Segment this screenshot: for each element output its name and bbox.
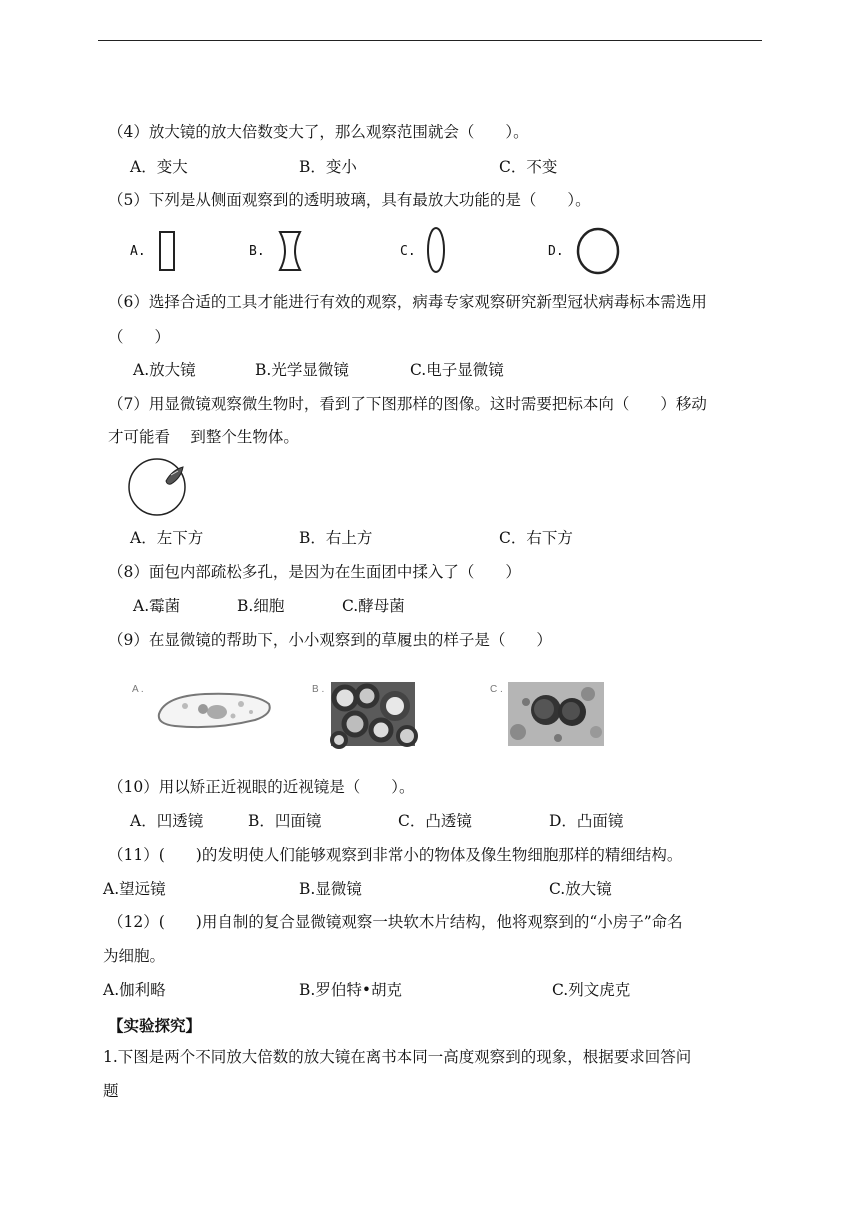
microscope-field-icon — [128, 458, 190, 520]
question-4-stem: （4）放大镜的放大倍数变大了，那么观察范围就会（ ）。 — [108, 123, 529, 141]
convex-lens-icon — [424, 226, 450, 276]
question-12-option-a[interactable]: A.伽利略 — [103, 981, 166, 999]
question-9-stem: （9）在显微镜的帮助下，小小观察到的草履虫的样子是（ ） — [108, 631, 552, 649]
question-5-option-b[interactable]: B. — [249, 244, 265, 259]
question-4-option-c[interactable]: C．不变 — [499, 158, 558, 176]
question-7-option-b[interactable]: B．右上方 — [299, 529, 373, 547]
question-12-option-c[interactable]: C.列文虎克 — [552, 981, 631, 999]
question-8-option-b[interactable]: B.细胞 — [237, 597, 285, 615]
question-11-option-b[interactable]: B.显微镜 — [299, 880, 362, 898]
question-8-option-c[interactable]: C.酵母菌 — [342, 597, 405, 615]
question-5-option-d[interactable]: D. — [548, 244, 564, 259]
question-9-option-a[interactable]: A . — [132, 684, 144, 695]
question-11-option-c[interactable]: C.放大镜 — [549, 880, 612, 898]
tissue-cells-image — [508, 682, 604, 746]
question-11-option-a[interactable]: A.望远镜 — [103, 880, 166, 898]
question-9-option-c[interactable]: C . — [490, 684, 503, 695]
question-4-option-a[interactable]: A．变大 — [130, 158, 188, 176]
experiment-question-1-line1: 1.下图是两个不同放大倍数的放大镜在离书本同一高度观察到的现象，根据要求回答问 — [103, 1048, 692, 1066]
blood-cells-image — [331, 682, 415, 746]
question-8-stem: （8）面包内部疏松多孔，是因为在生面团中揉入了（ ） — [108, 563, 521, 581]
question-7-option-c[interactable]: C．右下方 — [499, 529, 573, 547]
question-10-option-c[interactable]: C．凸透镜 — [398, 812, 472, 830]
question-8-option-a[interactable]: A.霉菌 — [133, 597, 181, 615]
question-12-option-b[interactable]: B.罗伯特•胡克 — [299, 981, 402, 999]
question-6-option-a[interactable]: A.放大镜 — [133, 361, 196, 379]
question-11-stem: （11）( )的发明使人们能够观察到非常小的物体及像生物细胞那样的精细结构。 — [108, 846, 683, 864]
flat-glass-icon — [158, 230, 178, 274]
question-12-stem-line2: 为细胞。 — [103, 947, 166, 965]
question-12-stem-line1: （12）( )用自制的复合显微镜观察一块软木片结构，他将观察到的“小房子”命名 — [108, 913, 683, 931]
question-6-option-b[interactable]: B.光学显微镜 — [255, 361, 349, 379]
question-10-option-a[interactable]: A．凹透镜 — [130, 812, 204, 830]
question-10-option-d[interactable]: D．凸面镜 — [549, 812, 624, 830]
question-6-stem-line1: （6）选择合适的工具才能进行有效的观察，病毒专家观察研究新型冠状病毒标本需选用 — [108, 293, 707, 311]
question-5-stem: （5）下列是从侧面观察到的透明玻璃，具有最放大功能的是（ ）。 — [108, 191, 591, 209]
question-7-stem-line2: 才可能看 到整个生物体。 — [108, 428, 299, 446]
question-6-option-c[interactable]: C.电子显微镜 — [410, 361, 504, 379]
sphere-lens-icon — [576, 226, 624, 276]
question-9-option-b[interactable]: B . — [312, 684, 325, 695]
question-5-option-a[interactable]: A. — [130, 244, 146, 259]
header-rule — [98, 40, 762, 41]
question-7-stem-line1: （7）用显微镜观察微生物时，看到了下图那样的图像。这时需要把标本向（ ）移动 — [108, 395, 707, 413]
question-10-option-b[interactable]: B．凹面镜 — [248, 812, 322, 830]
concave-lens-icon — [278, 230, 304, 274]
experiment-question-1-line2: 题 — [103, 1082, 119, 1100]
section-title: 【实验探究】 — [108, 1016, 202, 1035]
question-5-option-c[interactable]: C. — [400, 244, 416, 259]
paramecium-image — [155, 690, 275, 730]
question-7-option-a[interactable]: A．左下方 — [130, 529, 204, 547]
question-4-option-b[interactable]: B．变小 — [299, 158, 357, 176]
question-10-stem: （10）用以矫正近视眼的近视镜是（ ）。 — [108, 778, 415, 796]
question-6-stem-line2: （ ） — [108, 328, 171, 346]
